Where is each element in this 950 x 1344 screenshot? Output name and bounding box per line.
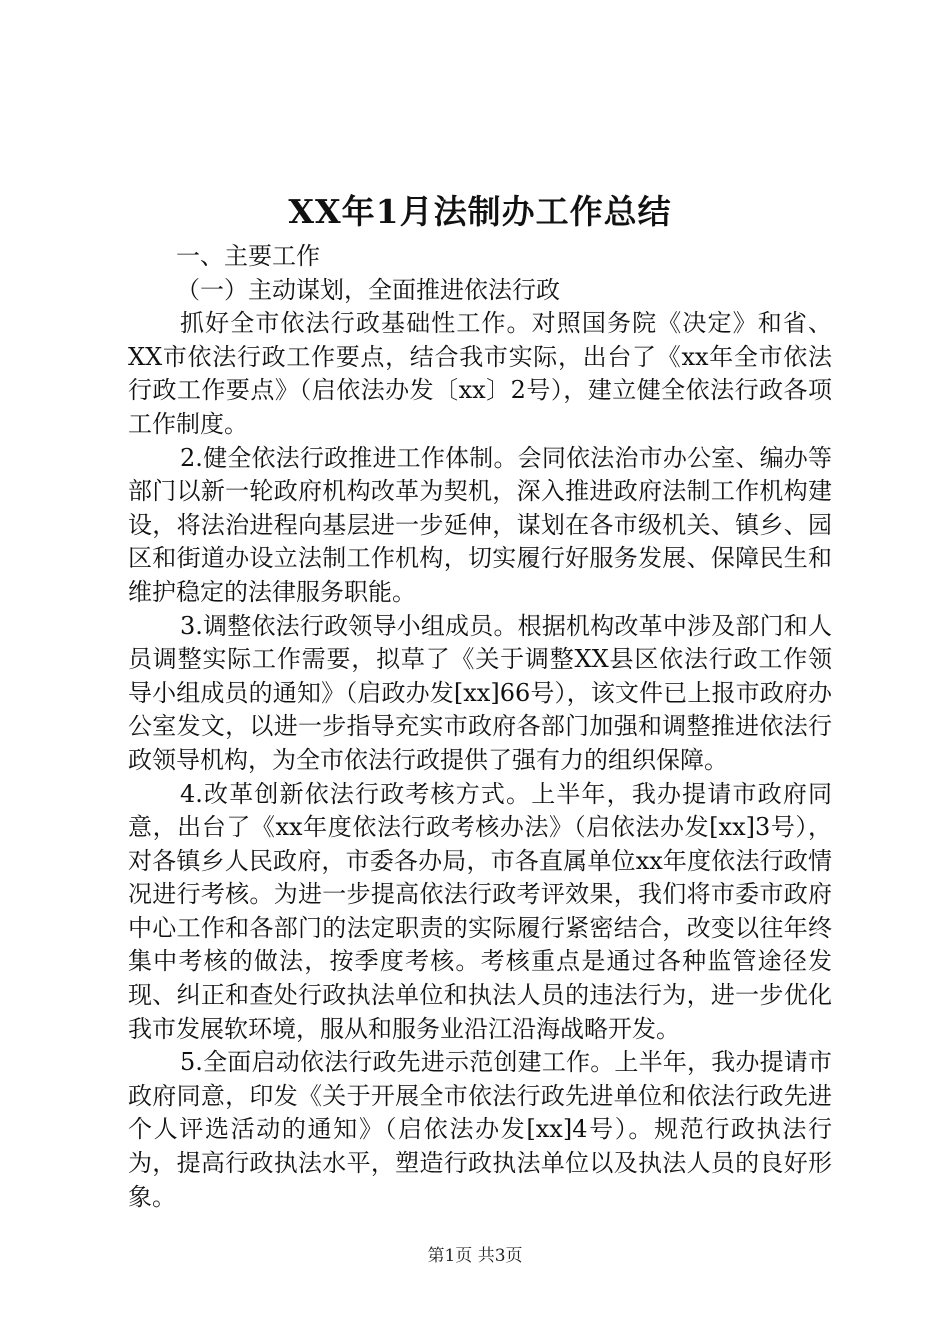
paragraph-4: 4.改革创新依法行政考核方式。上半年，我办提请市政府同意，出台了《xx年度依法行政考核办法》（启依法办发[xx]3号），对各镇乡人民政府，市委各办局，市各直属单位xx年度依法行政情况进行考核。为进一步提高依法行政考评效果，我们将市委市政府中心工作和各部门的法定职责的实际履行紧密结合，改变以往年终集中考核的做法，按季度考核。考核重点是通过各种监管途径发现、纠正和查处行政执法单位和执法人员的违法行为，进一步优化我市发展软环境，服从和服务业沿江沿海战略开发。 [128, 779, 832, 1043]
page-indicator: 第1页 共3页 [427, 1246, 523, 1266]
subsection-heading: （一）主动谋划，全面推进依法行政 [176, 275, 560, 304]
paragraph-1: 抓好全市依法行政基础性工作。对照国务院《决定》和省、XX市依法行政工作要点，结合我市实际，出台了《xx年全市依法行政工作要点》（启依法办发〔xx〕2号），建立健全依法行政各项工作制度。 [128, 309, 832, 438]
paragraph-5: 5.全面启动依法行政先进示范创建工作。上半年，我办提请市政府同意，印发《关于开展全市依法行政先进单位和依法行政先进个人评选活动的通知》（启依法办发[xx]4号）。规范行政执法行为，提高行政执法水平，塑造行政执法单位以及执法人员的良好形象。 [128, 1048, 832, 1211]
document-body [128, 190, 832, 1214]
paragraph-3: 3.调整依法行政领导小组成员。根据机构改革中涉及部门和人员调整实际工作需要，拟草了《关于调整XX县区依法行政工作领导小组成员的通知》（启政办发[xx]66号），该文件已上报市政府办公室发文，以进一步指导充实市政府各部门加强和调整推进依法行政领导机构，为全市依法行政提供了强有力的组织保障。 [128, 611, 832, 774]
section-heading: 一、主要工作 [176, 242, 320, 270]
document-title: XX年1月法制办工作总结 [288, 192, 672, 231]
paragraph-2: 2.健全依法行政推进工作体制。会同依法治市办公室、编办等部门以新一轮政府机构改革为契机，深入推进政府法制工作机构建设，将法治进程向基层进一步延伸，谋划在各市级机关、镇乡、园区和街道办设立法制工作机构，切实履行好服务发展、保障民生和维护稳定的法律服务职能。 [128, 443, 832, 606]
